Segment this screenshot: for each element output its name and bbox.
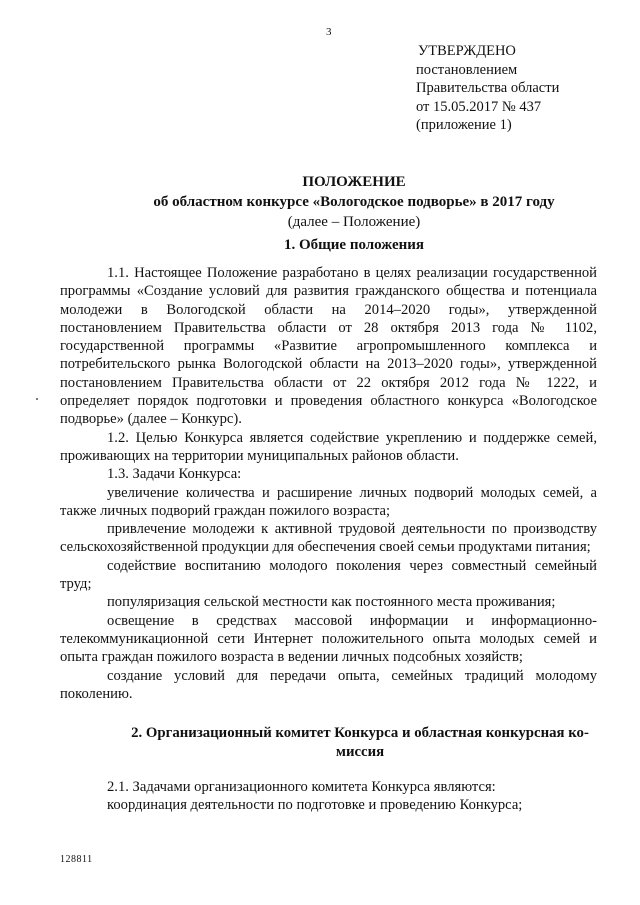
document-header (0, 172, 640, 232)
paragraph: 2.1. Задачами организационного комитета Конкурса являются: (107, 779, 496, 795)
section-1-body (60, 264, 597, 703)
page-number: 3 (326, 26, 332, 38)
paragraph: 1.3. Задачи Конкурса: (107, 466, 242, 483)
document-subtitle: об областном конкурсе «Вологодское подворье» в 2017 году (153, 194, 555, 210)
paragraph: 1.2. Целью Конкурса является содействие укреплению и поддержке семей, проживающих на территории муниципальных районов области. (60, 429, 597, 464)
margin-mark (36, 398, 38, 400)
approval-line: постановлением (416, 61, 518, 78)
paragraph: освещение в средствах массовой информации и информационно-телекоммуникационной сети Интернет положительного опыта молодых семей и опыта граждан пожилого возраста в ведении личных подсобных хозяйств; (60, 612, 597, 666)
document-title: ПОЛОЖЕНИЕ (302, 174, 406, 190)
approval-line: (приложение 1) (416, 117, 512, 133)
section-2-heading (110, 724, 610, 761)
document-code: 128811 (60, 854, 93, 865)
paragraph: координация деятельности по подготовке и проведению Конкурса; (107, 797, 523, 814)
paragraph: привлечение молодежи к активной трудовой деятельности по производству сельскохозяйственной продукции для обеспечения своей семьи продуктами питания; (60, 521, 597, 556)
approval-line: Правительства области (416, 80, 560, 96)
section-2-heading-line: 2. Организационный комитет Конкурса и областная конкурсная ко- (131, 725, 589, 741)
approval-line: УТВЕРЖДЕНО (418, 43, 516, 59)
approval-line: от 15.05.2017 № 437 (416, 98, 542, 115)
paragraph: увеличение количества и расширение личных подворий молодых семей, а также личных подворий граждан пожилого возраста; (60, 484, 597, 519)
paragraph: содействие воспитанию молодого поколения через совместный семейный труд; (60, 557, 597, 593)
paragraph: 1.1. Настоящее Положение разработано в целях реализации государственной программы «Создание условий для развития гражданского общества и потенциала молодежи в Вологодской области на 2014–2020 годы», утвержденной постановлением Правительства области от 28 октября 2013 года № 1102, государственной программы «Развитие агропромышленного комплекса и потребительского рынка Вологодской области на 2013–2020 годы», утвержденной постановлением Правительства области от 22 октября 2012 года № 1222, и определяет порядок подготовки и проведения областного конкурса «Вологодское подворье» (далее – Конкурс). (60, 265, 597, 428)
section-2-body (60, 778, 597, 815)
section-2-heading-line: миссия (335, 743, 385, 760)
document-abbreviation: (далее – Положение) (287, 214, 421, 230)
paragraph: популяризация сельской местности как постоянного места проживания; (107, 594, 556, 611)
paragraph: создание условий для передачи опыта, семейных традиций молодому поколению. (60, 667, 597, 702)
section-1-heading: 1. Общие положения (283, 237, 425, 253)
approval-stamp (416, 42, 559, 135)
